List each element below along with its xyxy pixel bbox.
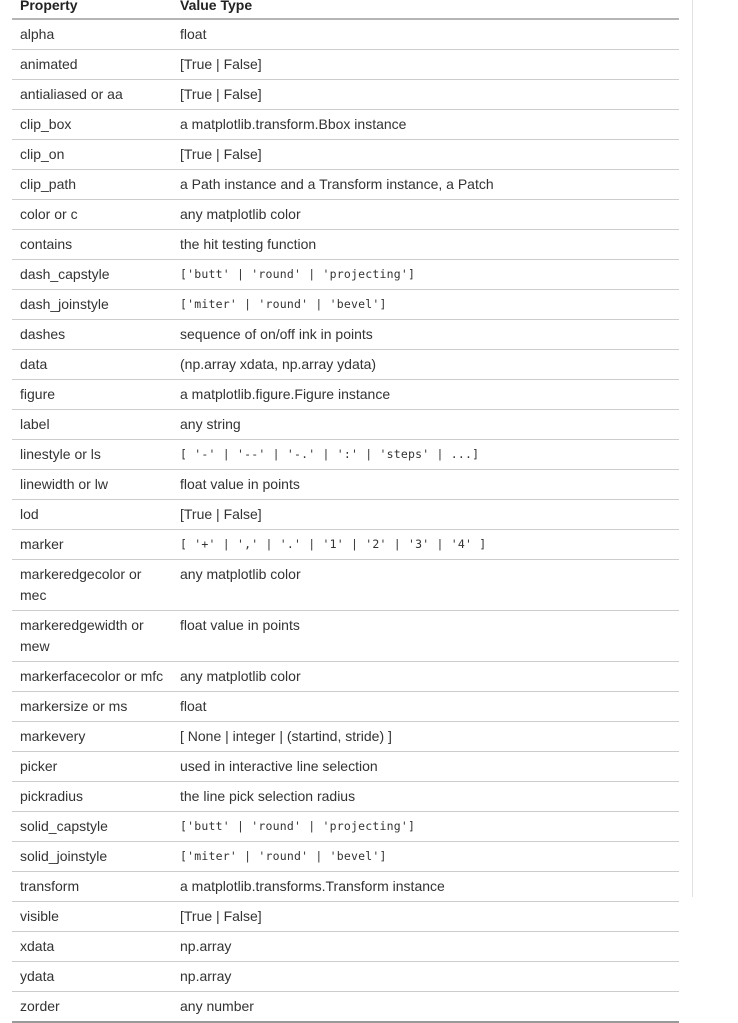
property-name: solid_capstyle: [12, 812, 172, 842]
table-row: [12, 320, 679, 350]
property-name: color or c: [12, 200, 172, 230]
property-value-type: ['miter' | 'round' | 'bevel']: [172, 842, 679, 872]
property-value-type: float: [172, 19, 679, 50]
table-row: [12, 230, 679, 260]
table-row: [12, 812, 679, 842]
table-row: [12, 200, 679, 230]
property-name: contains: [12, 230, 172, 260]
header-value-type: Value Type: [172, 0, 679, 19]
header-property: Property: [12, 0, 172, 19]
property-value-type: [True | False]: [172, 140, 679, 170]
property-name: markevery: [12, 722, 172, 752]
property-value-type: [True | False]: [172, 500, 679, 530]
property-value-type: sequence of on/off ink in points: [172, 320, 679, 350]
property-name: marker: [12, 530, 172, 560]
property-value-type: [True | False]: [172, 902, 679, 932]
table-row: [12, 110, 679, 140]
property-name: dash_joinstyle: [12, 290, 172, 320]
property-value-type: (np.array xdata, np.array ydata): [172, 350, 679, 380]
property-value-type: [ None | integer | (startind, stride) ]: [172, 722, 679, 752]
property-value-type: [True | False]: [172, 80, 679, 110]
table-row: [12, 842, 679, 872]
table-row: [12, 410, 679, 440]
property-value-type: [ '+' | ',' | '.' | '1' | '2' | '3' | '4' ]: [172, 530, 679, 560]
table-row: [12, 662, 679, 692]
table-row: [12, 350, 679, 380]
table-row: [12, 140, 679, 170]
table-row: [12, 902, 679, 932]
table-row: [12, 962, 679, 992]
property-name: animated: [12, 50, 172, 80]
table-row: [12, 80, 679, 110]
property-name: clip_box: [12, 110, 172, 140]
property-table: [12, 0, 679, 1023]
property-value-type: any matplotlib color: [172, 560, 679, 611]
property-value-type: the line pick selection radius: [172, 782, 679, 812]
table-row: [12, 611, 679, 662]
property-value-type: float: [172, 692, 679, 722]
property-value-type: the hit testing function: [172, 230, 679, 260]
property-value-type: any matplotlib color: [172, 662, 679, 692]
table-body: [12, 19, 679, 1022]
property-name: figure: [12, 380, 172, 410]
property-value-type: np.array: [172, 932, 679, 962]
table-row: [12, 50, 679, 80]
table-row: [12, 260, 679, 290]
property-name: zorder: [12, 992, 172, 1023]
property-value-type: a Path instance and a Transform instance, a Patch: [172, 170, 679, 200]
property-value-type: any matplotlib color: [172, 200, 679, 230]
property-value-type: [True | False]: [172, 50, 679, 80]
property-value-type: ['butt' | 'round' | 'projecting']: [172, 812, 679, 842]
table-row: [12, 530, 679, 560]
property-name: dashes: [12, 320, 172, 350]
property-name: xdata: [12, 932, 172, 962]
table-row: [12, 692, 679, 722]
property-name: solid_joinstyle: [12, 842, 172, 872]
property-name: markersize or ms: [12, 692, 172, 722]
page-divider: [692, 0, 693, 897]
table-row: [12, 992, 679, 1023]
table-row: [12, 752, 679, 782]
table-row: [12, 722, 679, 752]
property-value-type: np.array: [172, 962, 679, 992]
property-value-type: [ '-' | '--' | '-.' | ':' | 'steps' | ...]: [172, 440, 679, 470]
property-value-type: a matplotlib.transform.Bbox instance: [172, 110, 679, 140]
property-name: linewidth or lw: [12, 470, 172, 500]
property-name: data: [12, 350, 172, 380]
property-name: ydata: [12, 962, 172, 992]
table-row: [12, 560, 679, 611]
table-row: [12, 470, 679, 500]
property-value-type: any string: [172, 410, 679, 440]
property-name: clip_on: [12, 140, 172, 170]
property-value-type: float value in points: [172, 470, 679, 500]
table-row: [12, 380, 679, 410]
table-row: [12, 782, 679, 812]
property-name: antialiased or aa: [12, 80, 172, 110]
property-name: lod: [12, 500, 172, 530]
property-name: visible: [12, 902, 172, 932]
property-value-type: any number: [172, 992, 679, 1023]
property-name: markeredgewidth or mew: [12, 611, 172, 662]
property-name: label: [12, 410, 172, 440]
property-name: transform: [12, 872, 172, 902]
table-row: [12, 872, 679, 902]
property-name: markeredgecolor or mec: [12, 560, 172, 611]
property-value-type: ['butt' | 'round' | 'projecting']: [172, 260, 679, 290]
table-row: [12, 440, 679, 470]
property-name: markerfacecolor or mfc: [12, 662, 172, 692]
table-header-row: [12, 0, 679, 19]
property-value-type: used in interactive line selection: [172, 752, 679, 782]
property-value-type: ['miter' | 'round' | 'bevel']: [172, 290, 679, 320]
property-value-type: float value in points: [172, 611, 679, 662]
property-name: linestyle or ls: [12, 440, 172, 470]
property-name: dash_capstyle: [12, 260, 172, 290]
property-value-type: a matplotlib.figure.Figure instance: [172, 380, 679, 410]
property-name: pickradius: [12, 782, 172, 812]
property-value-type: a matplotlib.transforms.Transform instance: [172, 872, 679, 902]
table-row: [12, 932, 679, 962]
table-row: [12, 170, 679, 200]
property-name: clip_path: [12, 170, 172, 200]
property-name: alpha: [12, 19, 172, 50]
table-row: [12, 290, 679, 320]
table-row: [12, 500, 679, 530]
property-name: picker: [12, 752, 172, 782]
table-row: [12, 19, 679, 50]
